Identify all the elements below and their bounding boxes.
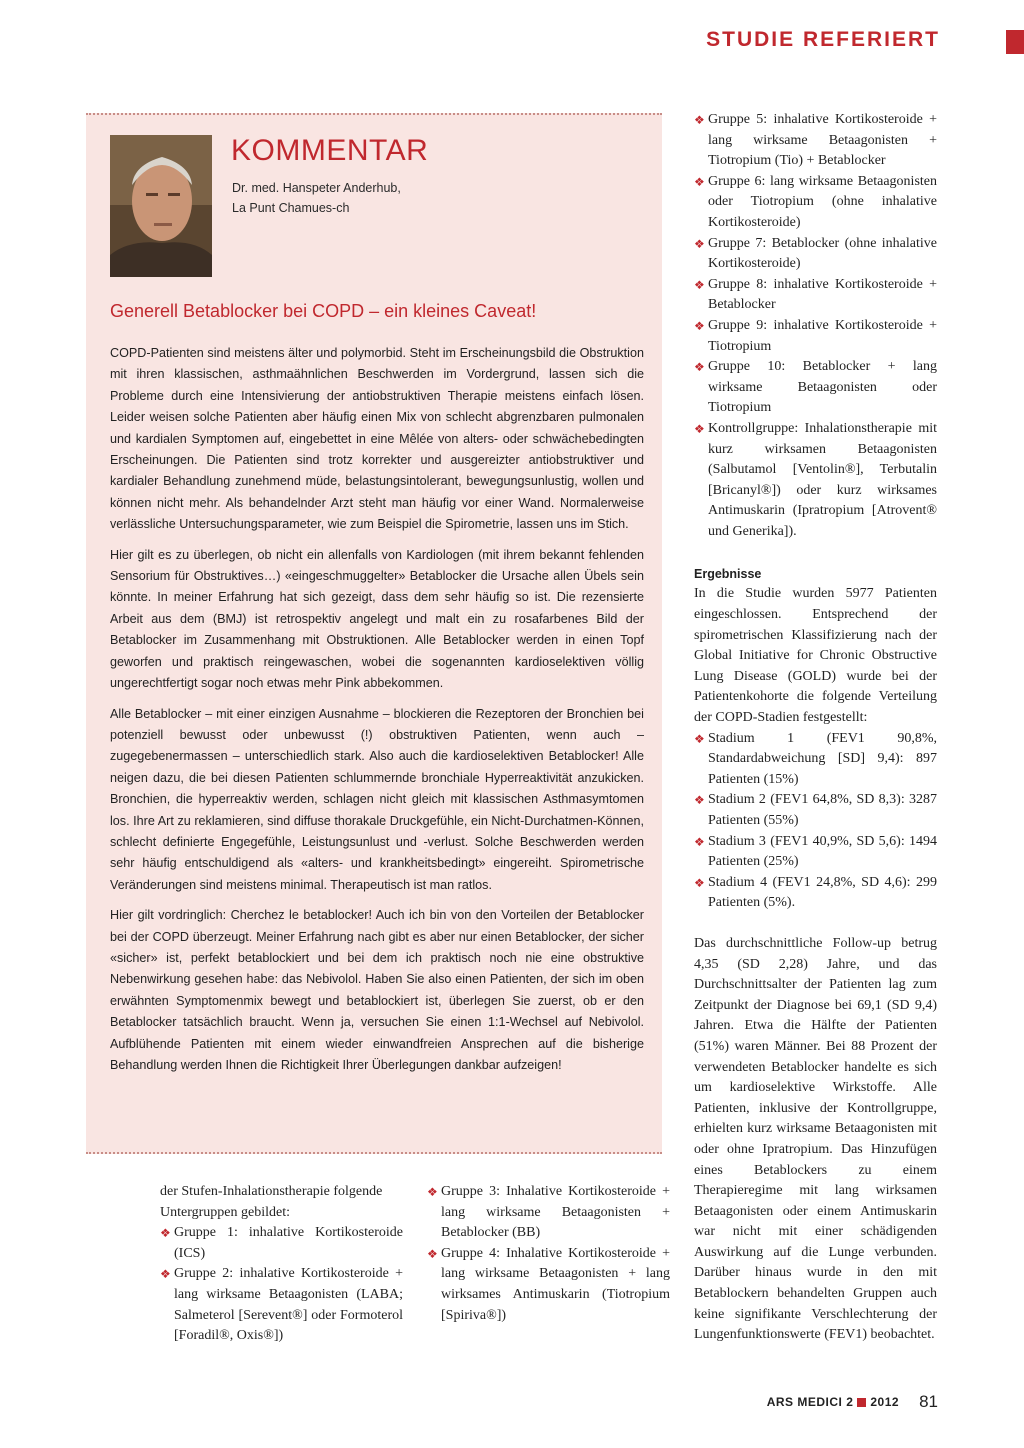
column-1 (160, 1182, 403, 1347)
diamond-bullet-icon: ❖ (694, 793, 705, 808)
group-list-2 (427, 1182, 670, 1326)
list-item: ❖ Stadium 4 (FEV1 24,8%, SD 4,6): 299 Patienten (5%). (694, 874, 937, 911)
comment-paragraph: Alle Betablocker – mit einer einzigen Ausnahme – blockieren die Rezeptoren der Bronchien bei potenziell bewusst oder unbewusst (!) obstruktiven Patienten, wenn auch – zugegebenermassen – unterschiedlich stark. Also auch die kardioselektiven Betablocker! Alle neigen dazu, die bei diesen Patienten schlummernde bronchiale Hyperreaktivität anzukicken. Bronchien, die hyperreaktiv werden, schlagen nicht gleich mit klassischen Asthmasymtomen los. Ihre Art zu reklamieren, sind diffuse thorakale Druckgefühle, ein Nicht-Durchatmen-Können, schlecht definierte Engegefühle, Leistungsunlust und -verlust. Solche Beschwerden werden sehr häufig entschuldigend als «alters- und krankheitsbedingt» eingereiht. Spirometrische Veränderungen sind meistens minimal. Therapeutisch ist man ratlos. (110, 706, 644, 892)
diamond-bullet-icon: ❖ (694, 421, 705, 436)
author-place: La Punt Chamues-ch (232, 201, 350, 215)
diamond-bullet-icon: ❖ (427, 1185, 438, 1199)
diamond-bullet-icon: ❖ (427, 1246, 438, 1261)
list-item: ❖ Gruppe 5: inhalative Kortikosteroide + lang wirksame Betaagonisten + Tiotropium (Tio) + Betablocker (694, 112, 937, 169)
group-list-3 (694, 110, 937, 542)
results-intro: In die Studie wurden 5977 Patienten eingeschlossen. Entsprechend der spirometrischen Klassifizierung nach der Global Initiative for Chronic Obstructive Lung Disease (GOLD) wurde bei der Patientenkohorte die folgende Verteilung der COPD-Stadien festgestellt: (694, 586, 937, 726)
diamond-bullet-icon: ❖ (694, 277, 705, 292)
comment-paragraph: COPD-Patienten sind meistens älter und polymorbid. Steht im Erscheinungsbild die Obstruktion mit ihren klassischen, asthmaähnlichen Beschwerden im Vordergrund, lassen sich die Probleme durch eine Intensivierung der antiobstruktiven Therapie meistens einfach lösen. Leider weisen solche Patienten aber häufig einen Mix von schlecht abgrenzbaren pulmonalen und kardialen Symptomen auf, eingebettet in eine Mêlée von alters- oder schwächebedingten Erscheinungen. Die Patienten sind trotz korrekter und ausgereizter antiobstruktiver und kardialer Behandlung zunehmend müde, belastungsintolerant, bewegungsunlustig, wollen und können nicht mehr. Als behandelnder Arzt steht man häufig vor einer Wand. Normalerweise verlässliche Untersuchungsparameter, wie zum Beispiel die Spirometrie, lassen uns im Stich. (110, 346, 644, 532)
list-item: ❖ Gruppe 7: Betablocker (ohne inhalative Kortikosteroide) (694, 235, 937, 272)
column-1-intro: der Stufen-Inhalationstherapie folgende Untergruppen gebildet: (160, 1184, 383, 1220)
author-photo (110, 135, 212, 277)
column-2 (427, 1182, 670, 1326)
list-item: ❖ Gruppe 8: inhalative Kortikosteroide + Betablocker (694, 276, 937, 313)
page-number: 81 (919, 1392, 938, 1411)
diamond-bullet-icon: ❖ (694, 875, 705, 890)
diamond-bullet-icon: ❖ (694, 318, 705, 333)
diamond-bullet-icon: ❖ (694, 236, 705, 251)
list-item: ❖ Gruppe 9: inhalative Kortikosteroide + Tiotropium (694, 317, 937, 354)
section-marker (1006, 30, 1024, 54)
diamond-bullet-icon: ❖ (694, 174, 705, 189)
list-item: ❖ Kontrollgruppe: Inhalationstherapie mit kurz wirksamen Betaagonisten (Salbutamol [Ventolin®], Terbutalin [Bricanyl®]) oder kurz wirksames Antimuskarin (Ipratropium [Atrovent® und Generika]). (694, 420, 937, 539)
comment-paragraph: Hier gilt es zu überlegen, ob nicht ein allenfalls von Kardiologen (mit ihrem bekannt fehlenden Sensorium für Obstruktives…) «eingeschmuggelter» Betablocker die Ursache allen Übels sein könnte. In meiner Erfahrung hat sich gezeigt, dass dem sehr häufig so ist. Die rezensierte Arbeit aus dem (BMJ) ist retrospektiv angelegt und malt ein zu rosafarbenes Bild der Betablocker im Zusammenhang mit Obstruktionen. Alle Betablocker werden in einen Topf geworfen und praktisch reingewaschen, wobei die sogenannten kardioselektiven völlig ungerechtfertigt sogar noch etwas mehr Pink abbekommen. (110, 547, 644, 691)
results-closing: Das durchschnittliche Follow-up betrug 4,35 (SD 2,28) Jahre, und das Durchschnittsalter der Patienten lag zum Zeitpunkt der Diagnose bei 69,1 (SD 9,4) Jahren. Etwa die Hälfte der Patienten (51%) waren Männer. Bei 88 Prozent der verwendeten Betablocker handelte es sich um kardioselektive Wirkstoffe. Alle Patienten, inklusive der Kontrollgruppe, erhielten kurz wirksame Betaagonisten mit oder ohne Ipratropium. Das Hinzufügen eines Betablockers zu einem Therapieregime mit lang wirksamen Betaagonisten oder einem Antimuskarin war nicht mit einer schädigenden Auswirkung auf die Lunge verbunden. Darüber hinaus wurde in den mit Betablockern behandelten Gruppen auch keine signifikante Verschlechterung der Lungenfunktionswerte (FEV1) beobachtet. (694, 935, 937, 1343)
diamond-bullet-icon: ❖ (694, 731, 705, 746)
list-item: ❖ Gruppe 3: Inhalative Kortikosteroide + lang wirksame Betaagonisten + Betablocker (BB) (427, 1184, 670, 1241)
footer-square-icon (857, 1398, 866, 1407)
comment-body (110, 343, 644, 1085)
comment-paragraph: Hier gilt vordringlich: Cherchez le betablocker! Auch ich bin von den Vorteilen der Betablocker bei der COPD überzeugt. Meiner Erfahrung nach gibt es aber nur einen Betablocker, der sicher «sicher» ist, perfekt betablockiert und bei dem ich praktisch noch nie eine obstruktive Nebenwirkung gesehen habe: das Nebivolol. Haben Sie also einen Patienten, der sich im oben erwähnten Symptomenmix bewegt und betablockiert ist, überlegen Sie zuerst, ob er den Betablocker tatsächlich braucht. Wenn ja, versuchen Sie einen 1:1-Wechsel auf Nebivolol. Aufblühende Patienten mit einem wieder einwandfreien Ansprechen auf die bisherige Behandlung werden Ihnen die Richtigkeit Ihrer Überlegungen dankbar aufzeigen! (110, 908, 644, 1072)
comment-title: KOMMENTAR (231, 134, 429, 167)
results-heading: Ergebnisse (694, 567, 762, 582)
author-info (232, 178, 401, 218)
list-item: ❖ Gruppe 2: inhalative Kortikosteroide + lang wirksame Betaagonisten (LABA; Salmeterol [Serevent®] oder Formoterol [Foradil®, Oxis®]) (160, 1266, 403, 1344)
comment-box (86, 113, 662, 1154)
list-item: ❖ Stadium 1 (FEV1 90,8%, Standardabweichung [SD] 9,4): 897 Patienten (15%) (694, 730, 937, 787)
comment-heading: Generell Betablocker bei COPD – ein kleines Caveat! (110, 301, 537, 321)
section-label: STUDIE REFERIERT (706, 28, 940, 51)
diamond-bullet-icon: ❖ (160, 1226, 171, 1241)
list-item: ❖ Stadium 3 (FEV1 40,9%, SD 5,6): 1494 Patienten (25%) (694, 833, 937, 870)
author-name: Dr. med. Hanspeter Anderhub, (232, 181, 401, 195)
group-list-1 (160, 1223, 403, 1347)
issue-year: 2012 (870, 1395, 900, 1409)
list-item: ❖ Gruppe 10: Betablocker + lang wirksame Betaagonisten oder Tiotropium (694, 359, 937, 416)
list-item: ❖ Gruppe 6: lang wirksame Betaagonisten oder Tiotropium (ohne inhalative Kortikosteroide) (694, 173, 937, 230)
list-item: ❖ Gruppe 1: inhalative Kortikosteroide (ICS) (160, 1225, 403, 1261)
diamond-bullet-icon: ❖ (694, 113, 705, 127)
column-3 (694, 110, 937, 1346)
list-item: ❖ Gruppe 4: Inhalative Kortikosteroide + lang wirksame Betaagonisten + lang wirksames Antimuskarin (Tiotropium [Spiriva®]) (427, 1245, 670, 1323)
list-item: ❖ Stadium 2 (FEV1 64,8%, SD 8,3): 3287 Patienten (55%) (694, 792, 937, 828)
magazine-name: ARS MEDICI 2 (766, 1395, 854, 1409)
diamond-bullet-icon: ❖ (694, 360, 705, 375)
page-footer (767, 1392, 938, 1412)
author-portrait-icon (110, 135, 212, 277)
stage-list (694, 729, 937, 914)
diamond-bullet-icon: ❖ (694, 834, 705, 849)
diamond-bullet-icon: ❖ (160, 1267, 171, 1282)
